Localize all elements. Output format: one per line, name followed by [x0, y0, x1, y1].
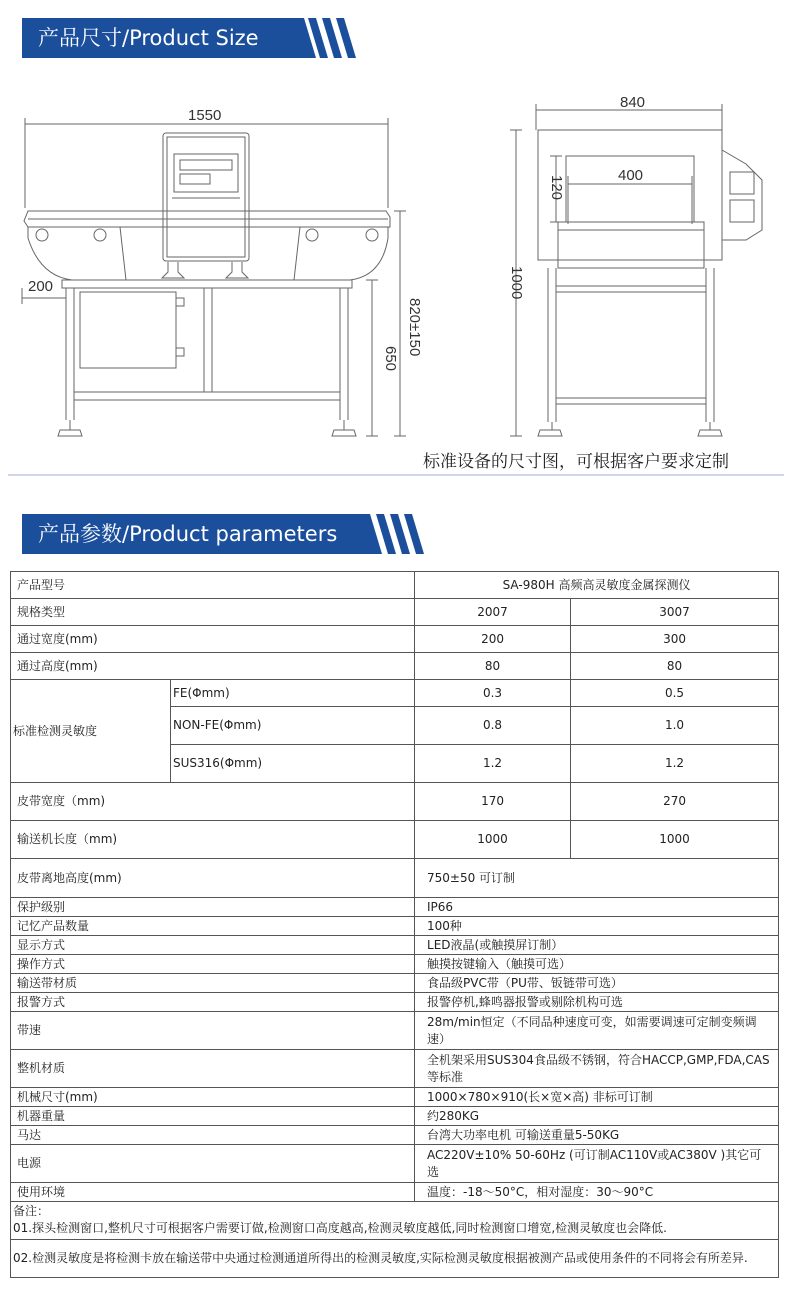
- row-value: 1.2: [415, 745, 571, 783]
- row-label: 标准检测灵敏度: [11, 680, 171, 783]
- row-value: 2007: [415, 599, 571, 626]
- dim-total-height: 820±150: [406, 298, 423, 357]
- row-label: 整机材质: [11, 1050, 415, 1088]
- row-label: 显示方式: [11, 936, 415, 955]
- table-row: [11, 1145, 779, 1183]
- dim-side-width: 840: [620, 94, 646, 111]
- row-value: LED液晶(或触摸屏订制）: [415, 936, 779, 955]
- row-label: 机械尺寸(mm): [11, 1088, 415, 1107]
- row-value: 300: [571, 626, 779, 653]
- row-value: 全机架采用SUS304食品级不锈钢，符合HACCP,GMP,FDA,CAS等标准: [415, 1050, 779, 1088]
- notes-title: 备注：: [13, 1204, 50, 1218]
- banner-stripes-icon: [284, 18, 356, 58]
- row-label: 使用环境: [11, 1183, 415, 1202]
- row-label: 操作方式: [11, 955, 415, 974]
- row-value: 0.8: [415, 707, 571, 745]
- row-value: IP66: [415, 898, 779, 917]
- row-value: 食品级PVC带（PU带、钣链带可选）: [415, 974, 779, 993]
- dim-front-width: 1550: [188, 107, 222, 124]
- row-value: 3007: [571, 599, 779, 626]
- row-label: 规格类型: [11, 599, 415, 626]
- row-value: 报警停机,蜂鸣器报警或剔除机构可选: [415, 993, 779, 1012]
- row-value: 1.0: [571, 707, 779, 745]
- dim-aperture-width: 400: [618, 167, 644, 184]
- row-label: 通过高度(mm): [11, 653, 415, 680]
- row-label: 产品型号: [11, 572, 415, 599]
- row-label: 带速: [11, 1012, 415, 1050]
- row-value: 200: [415, 626, 571, 653]
- table-row: [11, 993, 779, 1012]
- row-label: 皮带宽度（mm): [11, 783, 415, 821]
- dim-aperture-height: 120: [548, 175, 565, 201]
- row-label: 机器重量: [11, 1107, 415, 1126]
- table-row: [11, 898, 779, 917]
- row-value: 80: [415, 653, 571, 680]
- table-row: [11, 1183, 779, 1202]
- row-value: 触摸按键输入（触摸可选）: [415, 955, 779, 974]
- row-label: 通过宽度(mm): [11, 626, 415, 653]
- row-sublabel: FE(Φmm): [171, 680, 415, 707]
- note-2: 02.检测灵敏度是将检测卡放在输送带中央通过检测通道所得出的检测灵敏度,实际检测灵敏度根据被测产品或使用条件的不同将会有所差异.: [11, 1240, 779, 1278]
- section-divider: [8, 474, 784, 476]
- row-value: 170: [415, 783, 571, 821]
- row-label: 输送带材质: [11, 974, 415, 993]
- row-label: 输送机长度（mm): [11, 821, 415, 859]
- table-row: [11, 936, 779, 955]
- row-value: 0.5: [571, 680, 779, 707]
- table-row: [11, 680, 779, 707]
- table-row: [11, 599, 779, 626]
- row-value: 台湾大功率电机 可输送重量5-50KG: [415, 1126, 779, 1145]
- row-label: 电源: [11, 1145, 415, 1183]
- row-label: 皮带离地高度(mm): [11, 859, 415, 898]
- row-value: 28m/min恒定（不同品种速度可变，如需要调速可定制变频调速）: [415, 1012, 779, 1050]
- parameters-table: [10, 571, 779, 1278]
- table-row: [11, 1050, 779, 1088]
- table-row: [11, 653, 779, 680]
- row-value: 1000: [571, 821, 779, 859]
- row-sublabel: NON-FE(Φmm): [171, 707, 415, 745]
- table-row: [11, 1012, 779, 1050]
- drawing-caption: 标准设备的尺寸图，可根据客户要求定制: [423, 452, 729, 472]
- section-title-size: 产品尺寸/Product Size: [22, 18, 300, 58]
- row-label: 保护级别: [11, 898, 415, 917]
- row-label: 马达: [11, 1126, 415, 1145]
- row-value: SA-980H 高频高灵敏度金属探测仪: [415, 572, 779, 599]
- row-sublabel: SUS316(Φmm): [171, 745, 415, 783]
- row-value: 0.3: [415, 680, 571, 707]
- row-label: 记忆产品数量: [11, 917, 415, 936]
- table-row: [11, 821, 779, 859]
- notes-cell: [11, 1202, 779, 1240]
- note-1: 01.探头检测窗口,整机尺寸可根据客户需要订做,检测窗口高度越高,检测灵敏度越低,同时检测窗口增宽,检测灵敏度也会降低.: [13, 1221, 667, 1235]
- row-value: 750±50 可订制: [415, 859, 779, 898]
- row-value: 约280KG: [415, 1107, 779, 1126]
- row-value: 1000: [415, 821, 571, 859]
- table-row: [11, 859, 779, 898]
- row-value: 270: [571, 783, 779, 821]
- table-row: [11, 626, 779, 653]
- table-row: [11, 1126, 779, 1145]
- table-row: [11, 917, 779, 936]
- dim-left-offset: 200: [28, 278, 54, 295]
- table-row: [11, 572, 779, 599]
- row-label: 报警方式: [11, 993, 415, 1012]
- table-row: [11, 974, 779, 993]
- row-value: 1.2: [571, 745, 779, 783]
- table-row: [11, 1107, 779, 1126]
- table-row: [11, 1088, 779, 1107]
- dimension-drawing: [0, 80, 790, 480]
- table-row: [11, 1202, 779, 1240]
- row-value: 80: [571, 653, 779, 680]
- table-row: [11, 955, 779, 974]
- row-value: 100种: [415, 917, 779, 936]
- table-row: [11, 783, 779, 821]
- dim-side-height: 1000: [508, 266, 525, 300]
- section-title-params: 产品参数/Product parameters: [22, 514, 366, 554]
- row-value: 温度：-18～50°C，相对湿度：30～90°C: [415, 1183, 779, 1202]
- banner-stripes-icon: [350, 514, 428, 554]
- row-value: AC220V±10% 50-60Hz (可订制AC110V或AC380V )其它可选: [415, 1145, 779, 1183]
- dim-belt-height: 650: [382, 346, 399, 372]
- table-row: [11, 1240, 779, 1278]
- row-value: 1000×780×910(长×宽×高) 非标可订制: [415, 1088, 779, 1107]
